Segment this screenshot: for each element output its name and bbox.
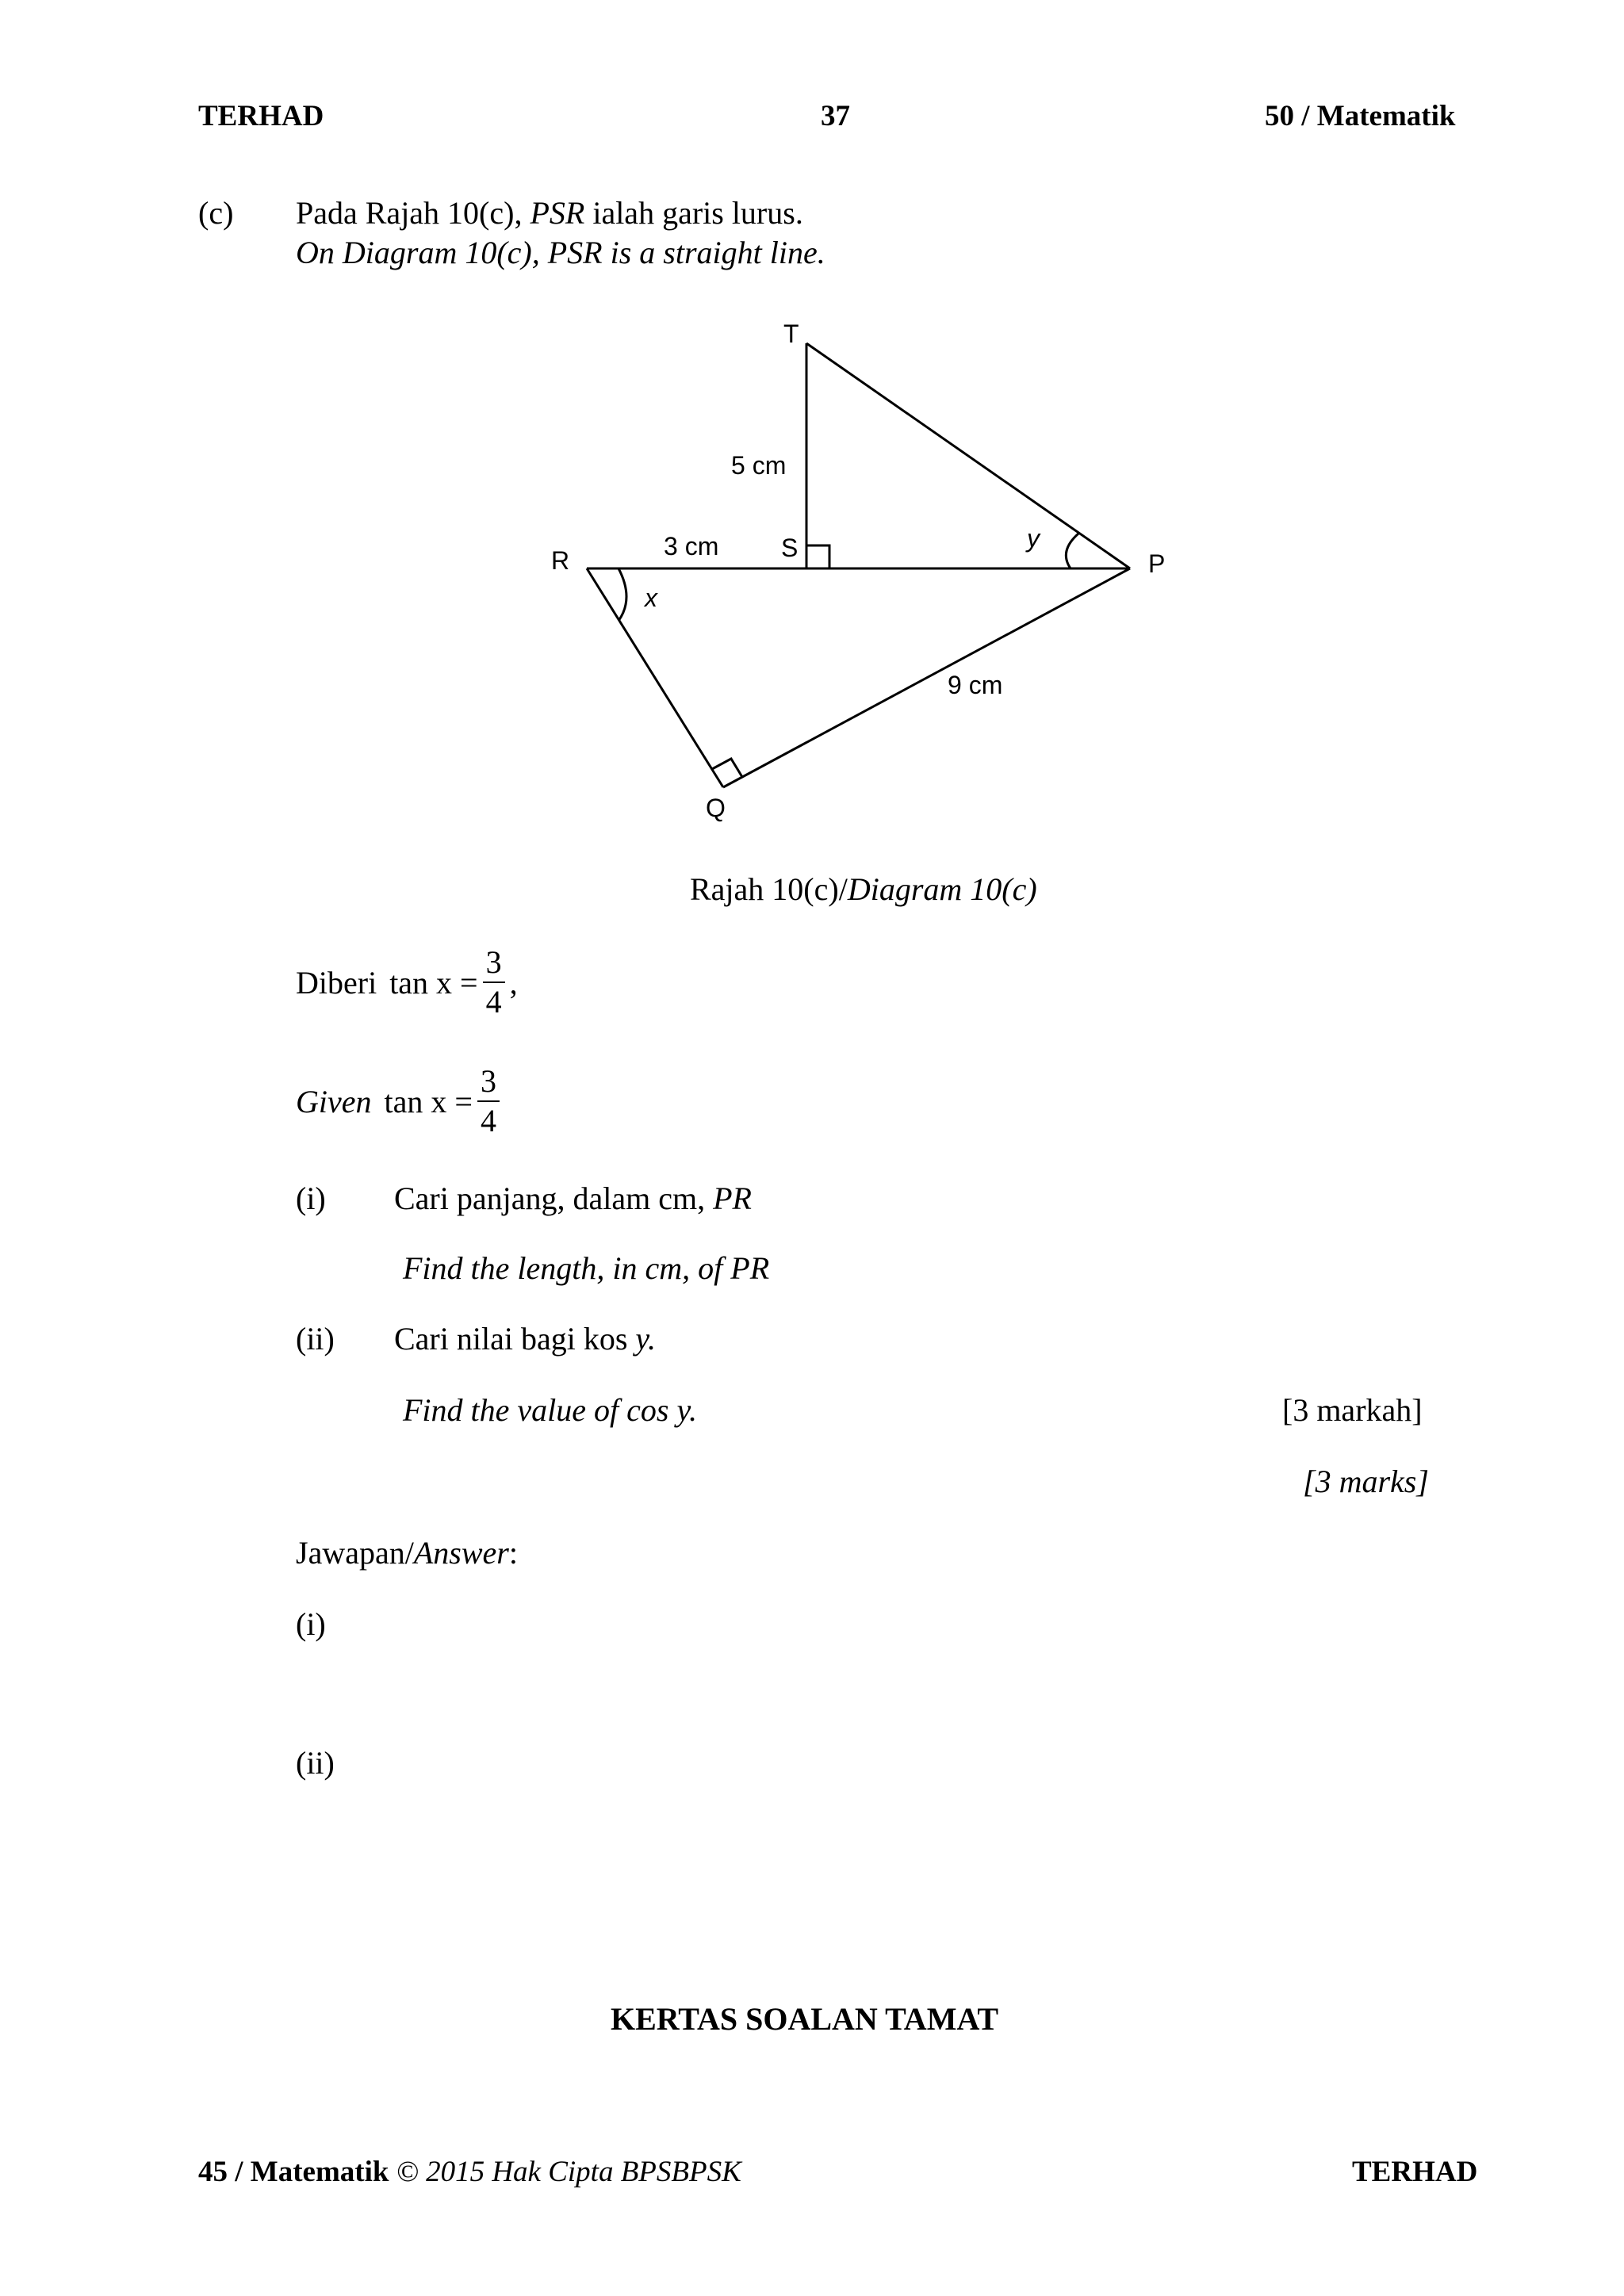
- intro-malay-prefix: Pada Rajah 10(c),: [296, 195, 530, 231]
- fraction-numerator: 3: [477, 1062, 500, 1102]
- vertex-r-label: R: [551, 546, 570, 575]
- part-ii-malay-y: y.: [635, 1321, 656, 1357]
- given-malay: [296, 943, 518, 1021]
- answer-part-ii: (ii): [296, 1745, 335, 1781]
- answer-label-english: Answer: [413, 1535, 509, 1571]
- answer-part-i: (i): [296, 1606, 326, 1642]
- marks-malay: [3 markah]: [1282, 1392, 1423, 1428]
- footer-copyright: © 2015 Hak Cipta BPSBPSK: [389, 2156, 741, 2188]
- header-right: 50 / Matematik: [1265, 100, 1456, 132]
- vertex-q-label: Q: [706, 794, 726, 822]
- length-ts-label: 5 cm: [731, 451, 787, 480]
- part-i-malay-pr: PR: [713, 1181, 752, 1216]
- answer-label: [296, 1534, 518, 1571]
- angle-x-label: x: [645, 584, 657, 612]
- part-ii-english: Find the value of cos y.: [403, 1392, 698, 1428]
- angle-y-label: y: [1027, 524, 1040, 553]
- right-angle-s: [806, 545, 829, 568]
- right-angle-q: [712, 759, 742, 777]
- intro-english: On Diagram 10(c), PSR is a straight line.: [296, 235, 825, 270]
- part-i-malay: [394, 1180, 752, 1217]
- length-rs-label: 3 cm: [664, 532, 719, 561]
- part-i-label: (i): [296, 1181, 326, 1216]
- fraction-denominator: 4: [485, 984, 502, 1020]
- caption-english: Diagram 10(c): [847, 871, 1037, 907]
- given-malay-expr: tan x =: [389, 964, 478, 1001]
- given-malay-comma: ,: [509, 964, 518, 1001]
- part-i-english: Find the length, in cm, of PR: [403, 1250, 770, 1286]
- end-of-paper-text: KERTAS SOALAN TAMAT: [611, 2001, 999, 2037]
- footer-left: [198, 2155, 741, 2189]
- marks-english: [3 marks]: [1303, 1464, 1429, 1499]
- vertex-s-label: S: [781, 534, 799, 562]
- given-malay-fraction: [483, 943, 505, 1021]
- fraction-numerator: 3: [483, 943, 505, 983]
- given-english: [296, 1062, 504, 1140]
- vertex-p-label: P: [1148, 549, 1166, 578]
- segment-qp: [723, 568, 1130, 787]
- angle-y-arc: [1066, 534, 1078, 568]
- page-number: 37: [821, 100, 850, 132]
- given-english-fraction: [477, 1062, 500, 1140]
- given-english-expr: tan x =: [384, 1083, 473, 1119]
- part-ii-malay-text: Cari nilai bagi kos: [394, 1321, 636, 1357]
- fraction-denominator: 4: [480, 1103, 496, 1138]
- part-i-malay-text: Cari panjang, dalam cm,: [394, 1181, 714, 1216]
- footer-right: TERHAD: [1352, 2156, 1478, 2188]
- answer-label-malay: Jawapan/: [296, 1535, 414, 1571]
- segment-tp: [806, 343, 1130, 568]
- length-pq-label: 9 cm: [948, 671, 1003, 699]
- header-left: TERHAD: [198, 100, 324, 132]
- caption-malay: Rajah 10(c)/: [690, 871, 848, 907]
- answer-label-colon: :: [508, 1535, 518, 1571]
- vertex-t-label: T: [783, 320, 799, 348]
- footer-left-bold: 45 / Matematik: [198, 2156, 389, 2188]
- diagram-caption: [690, 871, 1037, 908]
- intro-malay-psr: PSR: [530, 195, 585, 231]
- part-label: (c): [198, 195, 234, 231]
- part-ii-malay: [394, 1320, 656, 1357]
- intro-malay-suffix: ialah garis lurus.: [584, 195, 803, 231]
- triangle-diagram: [0, 0, 1624, 872]
- part-ii-label: (ii): [296, 1321, 335, 1357]
- given-malay-label: Diberi: [296, 964, 377, 1001]
- given-english-label: Given: [296, 1083, 372, 1119]
- angle-x-arc: [619, 568, 626, 621]
